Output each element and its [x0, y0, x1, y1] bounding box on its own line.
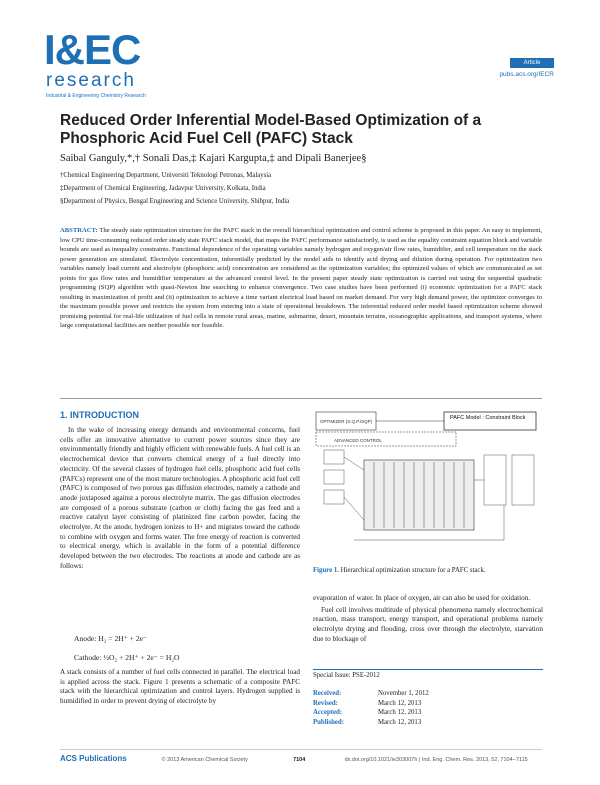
copyright: © 2013 American Chemical Society [161, 757, 248, 763]
publication-dates [313, 689, 429, 727]
page-footer [60, 754, 542, 763]
special-issue-divider [313, 669, 543, 670]
paper-title: Reduced Order Inferential Model-Based Optimization of a Phosphoric Acid Fuel Cell (PAFC) Stack [60, 112, 482, 147]
affiliation-2: ‡Department of Chemical Engineering, Jadavpur University, Kolkata, India [60, 185, 266, 192]
figure-caption [313, 567, 543, 574]
date-published: Published: March 12, 2013 [313, 718, 422, 726]
equation-cathode: Cathode: ½O₂ + 2H⁺ + 2e⁻ = H₂O [74, 653, 180, 662]
journal-url[interactable]: pubs.acs.org/IECR [499, 71, 554, 78]
date-received: Received: November 1, 2012 [313, 690, 429, 697]
footer-divider [60, 749, 542, 750]
intro-paragraph: In the wake of increasing energy demands and environmental concerns, fuel cells offer an innovative alternative to current power sources since they are environmentally friendly and highly efficient with renewable fuels. A fuel cell is an electrochemical device that converts chemical energy of a fuel directly into electricity. Of the several classes of hydrogen fuel cells, phosphoric acid fuel cells (PAFCs) represent one of the most mature technologies. A phosphoric acid fuel cell (PAFC) is composed of two porous gas diffusion electrodes, namely a cathode and anode juxtaposed against a porous electrolyte matrix. The gas diffusion electrodes are composed of a porous substrate (carbon or cloth) facing the gas feed and a reactive catalyst layer consisting of platinized fine carbon powder, facing the electrolyte. At the anode, hydrogen ionizes to H+ and migrates toward the cathode to combine with oxygen and forms water. The free energy of reaction is converted to electrical energy, which is available in the form of a potential difference developed between the two electrodes. The reactions at anode and cathode are as follows: [60, 426, 300, 570]
abstract-text: The steady state optimization structure for the PAFC stack in the overall hierarchical optimization and control scheme is proposed in this paper. An easy to implement, low CPU time-consuming reduced order steady state PAFC stack model, that maps the PAFC performance satisfactorily, is used as the equality constraint equation block and variable bounds are used as inequality constraints. Functional dependence of the operating variables namely hydrogen and oxygen/air flow rates, humidifier, and cell temperature on the stack power generation are simulated. Electrolyte concentration, inferentially predicted by the model aids to identify acid drying and dilution during operation. For optimization two variables namely load current and electrolyte (phosphoric acid) concentration are considered as the optimization variables; the optimized values of which are communicated as set points for gas flow rates and humidifier temperature at the advanced control level. In the present paper steady state optimization is carried out using the sequential quadratic programming (SQP) algorithm with quasi-Newton line searching to enhance convergence. Two case studies have been performed (i) economic optimization for a PAFC stack resulting in maximization of profit and (ii) optimization to achieve a time variant electrical load based on market demand. For very high demand power, the optimizer converges to the maximum possible power and restricts the system from entering into a state of operational breakdown. The inferential reduced order model based optimization scheme showed promising potential for real-life utilization of fuel cells in remote rural areas, marine, submarine, desert, mountain terrains, oceanographic applications, and transport systems, where large computational facilities are neither possible nor feasible. [60, 227, 543, 329]
figure-caption-text: Hierarchical optimization structure for a PAFC stack. [340, 567, 486, 574]
right-paragraph-1: evaporation of water. In place of oxygen, air can also be used for oxidation. [313, 594, 531, 602]
page-number: 7104 [293, 757, 306, 763]
acs-logo: ACS Publications [60, 754, 127, 763]
affiliation-3: §Department of Physics, Bengal Engineering and Science University, Shibpur, India [60, 198, 290, 205]
equation-anode: Anode: H₂ = 2H⁺ + 2e⁻ [74, 634, 148, 643]
special-issue: Special Issue: PSE-2012 [313, 672, 380, 679]
right-column [313, 594, 543, 645]
optimizer-box-label: OPTIMIZER (S.Q.P./SQP) [320, 419, 373, 424]
date-revised: Revised: March 12, 2013 [313, 699, 422, 707]
abstract [60, 226, 542, 331]
author-list: Saibal Ganguly,*,† Sonali Das,‡ Kajari Kargupta,‡ and Dipali Banerjee§ [60, 153, 367, 164]
figure-label: Figure 1. [313, 567, 339, 574]
journal-logo-subtitle: Industrial & Engineering Chemistry Research [46, 93, 146, 99]
abstract-divider [60, 398, 542, 399]
figure-1-schematic [314, 410, 544, 560]
model-box-label: PAFC Model : Constraint Block [450, 415, 526, 421]
affiliation-1: †Chemical Engineering Department, Universiti Teknologi Petronas, Malaysia [60, 172, 272, 179]
journal-logo-word: research [46, 70, 136, 91]
section-heading: 1. INTRODUCTION [60, 410, 140, 420]
journal-logo: I&EC [44, 26, 141, 73]
intro-paragraph-2: A stack consists of a number of fuel cells connected in parallel. The electrical load is applied across the stack. Figure 1 presents a schematic of a composite PAFC stack with the hierarchical optimization and control layers. Hydrogen supplied is humidified in order to prevent drying of electrolyte by [60, 668, 300, 706]
abstract-label: ABSTRACT: [60, 227, 98, 234]
article-badge: Article [510, 58, 554, 68]
right-paragraph-2: Fuel cell involves multitude of physical phenomena namely electrochemical reaction, mass transport, energy transport, and operational problems namely electrolyte drying and flooding, cross over through the electrolyte, starvation due to blockage of [313, 605, 543, 643]
intro-column [60, 426, 300, 572]
date-accepted: Accepted: March 12, 2013 [313, 709, 422, 716]
control-box-label: ADVANCED CONTROL [334, 438, 382, 443]
doi-citation[interactable]: dx.doi.org/10.1021/ie303007h | Ind. Eng. Chem. Res. 2013, 52, 7104−7115 [344, 757, 528, 763]
